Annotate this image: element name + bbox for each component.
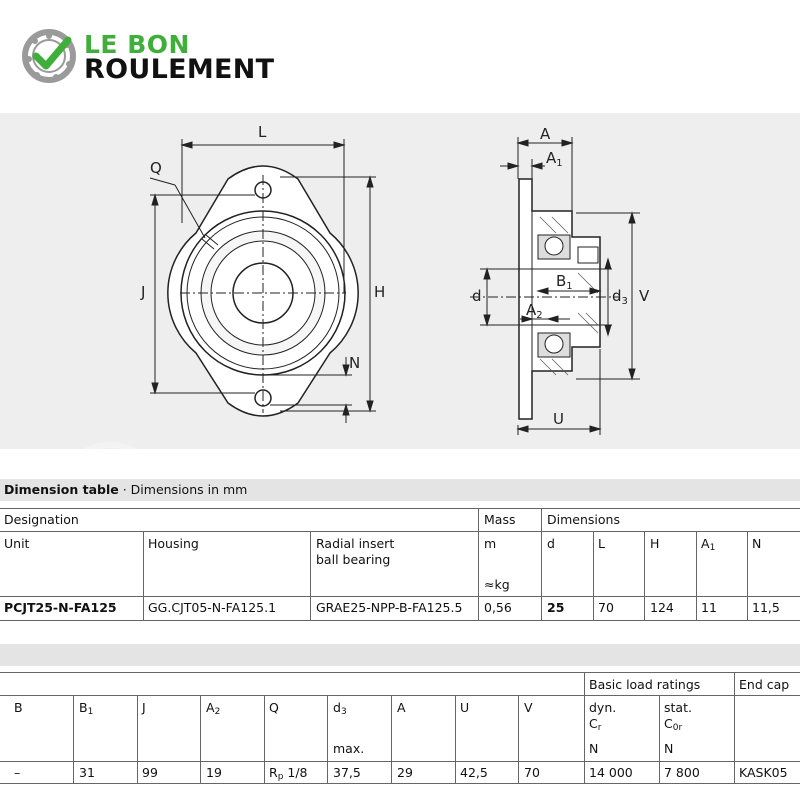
- label-U: U: [553, 410, 564, 428]
- row-N: 11,5: [752, 600, 780, 615]
- col-dyn-unit: N: [589, 741, 599, 756]
- col-stat: stat.: [664, 700, 692, 715]
- header-end-cap: End cap: [739, 677, 790, 692]
- logo-line-1: LE BON: [84, 30, 190, 59]
- label-Q: Q: [150, 159, 162, 177]
- col-d3-max: max.: [333, 741, 365, 756]
- bearing-check-icon: [22, 28, 78, 84]
- row-L: 70: [598, 600, 614, 615]
- row-d: 25: [547, 600, 565, 615]
- side-view: [470, 179, 620, 419]
- row2-endcap: KASK05: [739, 765, 788, 780]
- col-A: A: [397, 700, 406, 715]
- col-housing: Housing: [148, 536, 199, 551]
- label-A: A: [540, 125, 551, 143]
- dimension-table-title: Dimension table · Dimensions in mm: [0, 479, 800, 501]
- col-dyn: dyn.: [589, 700, 617, 715]
- row2-C0r: 7 800: [664, 765, 700, 780]
- col-Q: Q: [269, 700, 279, 715]
- row2-B1: 31: [79, 765, 95, 780]
- row-housing: GG.CJT05-N-FA125.1: [148, 600, 277, 615]
- col-radial-line2: ball bearing: [316, 552, 391, 567]
- row-mass: 0,56: [484, 600, 512, 615]
- row2-V: 70: [524, 765, 540, 780]
- col-stat-unit: N: [664, 741, 674, 756]
- technical-drawing: [0, 113, 800, 449]
- label-A1: $A_1$: [546, 149, 563, 169]
- table2-header-bar: [0, 644, 800, 666]
- row2-U: 42,5: [460, 765, 488, 780]
- col-m-unit: ≈kg: [484, 577, 510, 592]
- row-A1: 11: [701, 600, 717, 615]
- label-A2: $A_2$: [526, 301, 543, 321]
- row2-Q: $R_p$ 1/8: [269, 765, 308, 782]
- label-V: V: [639, 287, 650, 305]
- brand-logo: [22, 26, 322, 86]
- logo-line-2: ROULEMENT: [84, 54, 275, 85]
- row2-J: 99: [142, 765, 158, 780]
- col-B: B: [14, 700, 23, 715]
- row-bearing: GRAE25-NPP-B-FA125.5: [316, 600, 463, 615]
- label-N: N: [349, 354, 361, 372]
- col-N: N: [752, 536, 762, 551]
- col-d: d: [547, 536, 555, 551]
- label-L: L: [258, 123, 267, 141]
- col-C0r: $C_{0r}$: [664, 716, 683, 733]
- col-unit: Unit: [4, 536, 30, 551]
- col-m: m: [484, 536, 497, 551]
- col-L: L: [598, 536, 605, 551]
- col-A1: $A_1$: [701, 536, 716, 553]
- col-V: V: [524, 700, 533, 715]
- header-mass: Mass: [484, 512, 516, 527]
- drawing-svg: [0, 113, 800, 449]
- col-J: J: [142, 700, 146, 715]
- label-d: d: [472, 287, 482, 305]
- col-U: U: [460, 700, 470, 715]
- col-B1: $B_1$: [79, 700, 94, 717]
- row2-B: –: [14, 765, 21, 780]
- front-view: [168, 166, 361, 416]
- row-unit: PCJT25-N-FA125: [4, 600, 117, 615]
- label-J: J: [141, 283, 146, 301]
- col-A2: $A_2$: [206, 700, 221, 717]
- row2-A: 29: [397, 765, 413, 780]
- row2-A2: 19: [206, 765, 222, 780]
- row-H: 124: [650, 600, 674, 615]
- header-load-ratings: Basic load ratings: [589, 677, 701, 692]
- col-radial-line1: Radial insert: [316, 536, 395, 551]
- header-designation: Designation: [4, 512, 79, 527]
- label-d3: $d_3$: [612, 287, 628, 307]
- row2-d3: 37,5: [333, 765, 361, 780]
- row2-Cr: 14 000: [589, 765, 633, 780]
- col-Cr: $C_r$: [589, 716, 602, 733]
- label-H: H: [374, 283, 386, 301]
- label-B1: $B_1$: [556, 272, 573, 292]
- side-labels: [472, 125, 650, 428]
- header-dimensions: Dimensions: [547, 512, 620, 527]
- col-H: H: [650, 536, 660, 551]
- col-d3: $d_3$: [333, 700, 347, 717]
